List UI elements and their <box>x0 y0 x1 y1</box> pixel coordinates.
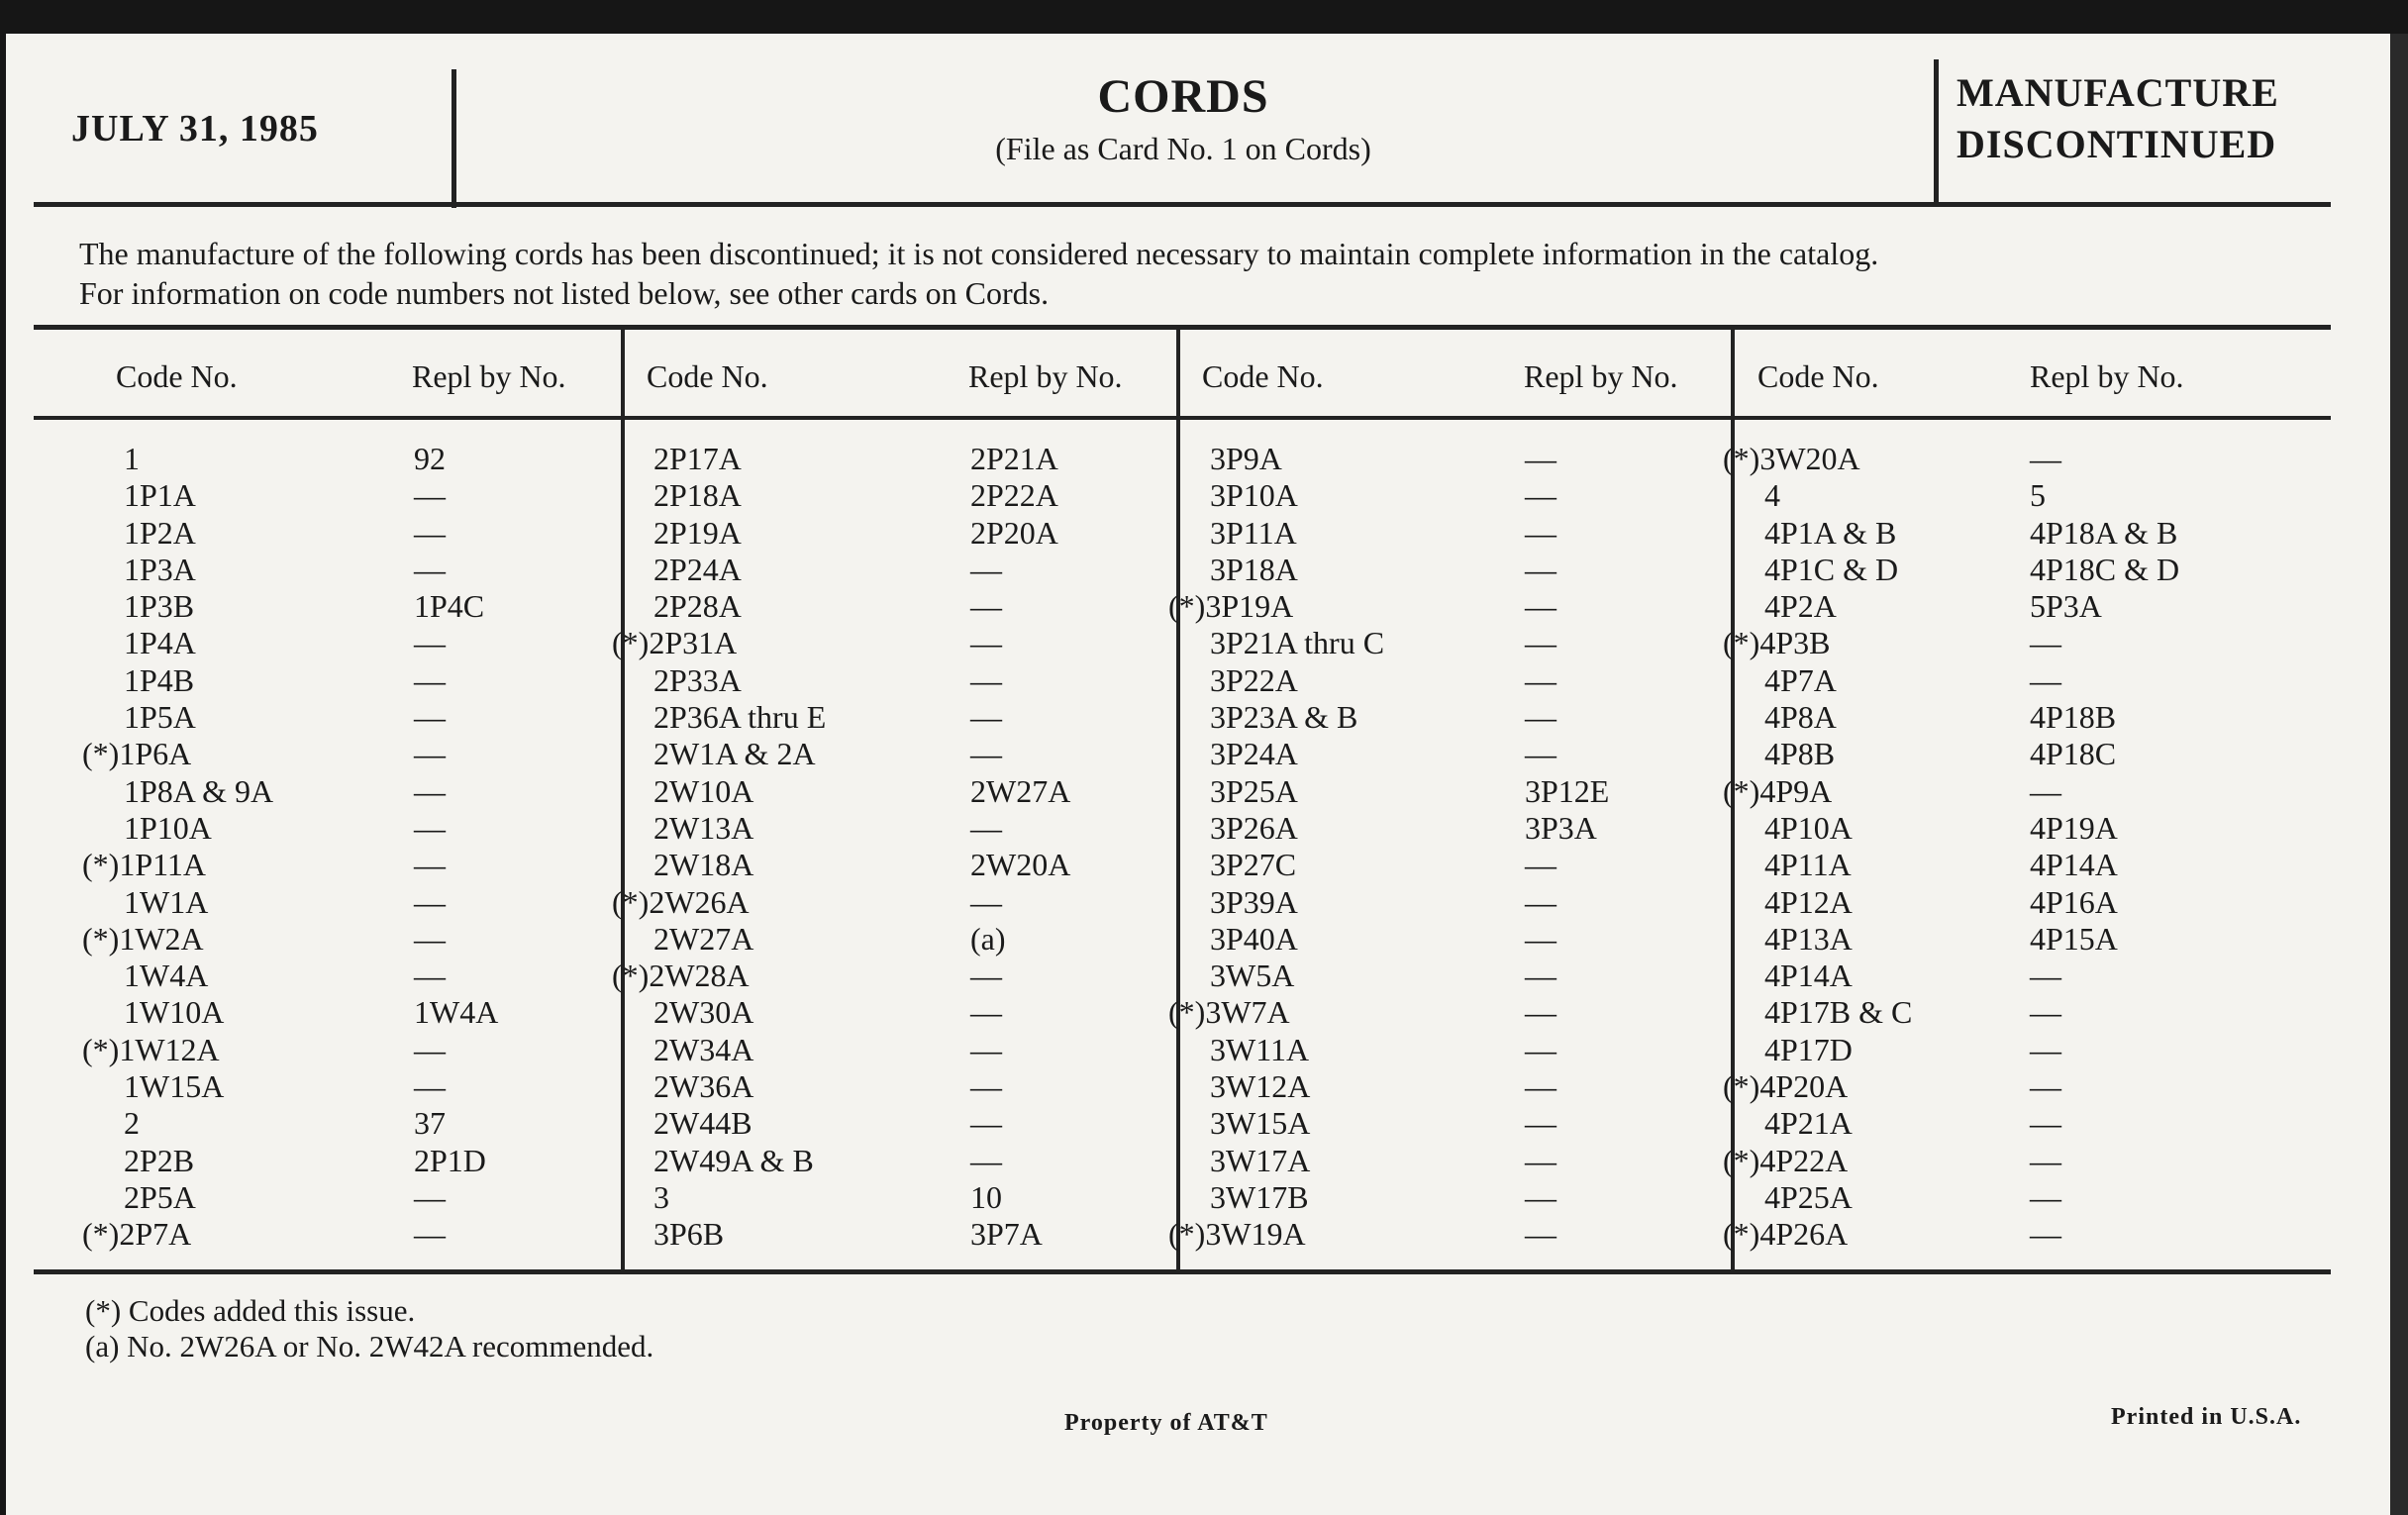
intro-text <box>79 234 2376 313</box>
code-number: (*)3W7A <box>1168 994 1290 1031</box>
replacement-number: — <box>1525 551 1556 587</box>
code-number: 1P1A <box>124 477 196 514</box>
replacement-number: 2W27A <box>970 772 1071 809</box>
code-number: 1W4A <box>124 958 209 994</box>
code-number: 2P17A <box>653 441 742 476</box>
replacement-number: — <box>1525 441 1556 476</box>
replacement-number: — <box>414 551 446 587</box>
code-number: 3P39A <box>1210 883 1298 920</box>
code-number: 2P33A <box>653 661 742 698</box>
code-number: (*)4P22A <box>1723 1142 1849 1178</box>
replacement-number: — <box>414 772 446 809</box>
code-number: 1P3B <box>124 588 195 625</box>
replacement-number: — <box>1525 994 1556 1031</box>
replacement-number: — <box>2030 1105 2061 1142</box>
column-header-code-2: Code No. <box>647 358 768 394</box>
code-number: 2W13A <box>653 809 754 846</box>
replacement-number: 92 <box>414 441 446 476</box>
code-number: 2P24A <box>653 551 742 587</box>
status-line-1: MANUFACTURE <box>1956 70 2279 115</box>
replacement-number: — <box>970 625 1002 661</box>
footnote-a: (a) No. 2W26A or No. 2W42A recommended. <box>85 1329 654 1364</box>
code-number: 1W1A <box>124 883 209 920</box>
code-number: 1P4B <box>124 661 195 698</box>
code-number: 4P17B & C <box>1764 994 1913 1031</box>
code-number: 3P23A & B <box>1210 699 1358 736</box>
code-number: 2W30A <box>653 994 754 1031</box>
replacement-number: — <box>2030 625 2061 661</box>
code-number: 4P1A & B <box>1764 514 1897 551</box>
replacement-number: — <box>414 736 446 772</box>
code-number: (*)4P26A <box>1723 1216 1849 1253</box>
replacement-number: — <box>970 1031 1002 1067</box>
replacement-number: — <box>414 514 446 551</box>
code-number: 2W10A <box>653 772 754 809</box>
replacement-number: — <box>2030 1216 2061 1253</box>
footnote-asterisk: (*) Codes added this issue. <box>85 1293 416 1328</box>
code-number: 2P28A <box>653 588 742 625</box>
replacement-number: — <box>1525 514 1556 551</box>
column-header-repl-4: Repl by No. <box>2030 358 2184 394</box>
replacement-number: 2P20A <box>970 514 1058 551</box>
code-number: (*)4P20A <box>1723 1068 1849 1105</box>
code-number: 4P10A <box>1764 809 1853 846</box>
code-number: 2W44B <box>653 1105 752 1142</box>
code-number: (*)4P9A <box>1723 772 1833 809</box>
replacement-number: — <box>1525 920 1556 957</box>
code-number: 4P8B <box>1764 736 1836 772</box>
code-number: 4P7A <box>1764 661 1837 698</box>
code-number: (*)4P3B <box>1723 625 1831 661</box>
replacement-number: 2P1D <box>414 1142 486 1178</box>
table-bottom-rule <box>34 1269 2331 1274</box>
code-number: 4 <box>1764 477 1780 514</box>
code-number: 3 <box>653 1178 669 1215</box>
column-divider-1 <box>621 327 625 1272</box>
replacement-number: 4P14A <box>2030 847 2118 883</box>
code-number: 3P21A thru C <box>1210 625 1385 661</box>
code-number: 3P6B <box>653 1216 725 1253</box>
column-header-code-1: Code No. <box>116 358 238 394</box>
page-title: CORDS <box>1097 70 1269 123</box>
code-number: 4P17D <box>1764 1031 1853 1067</box>
replacement-number: — <box>970 994 1002 1031</box>
code-number: 1P10A <box>124 809 212 846</box>
replacement-number: — <box>2030 1178 2061 1215</box>
replacement-number: — <box>1525 1142 1556 1178</box>
code-number: (*)1P11A <box>82 847 207 883</box>
replacement-number: 10 <box>970 1178 1002 1215</box>
replacement-number: — <box>970 1068 1002 1105</box>
replacement-number: — <box>414 1216 446 1253</box>
code-number: 3P40A <box>1210 920 1298 957</box>
code-number: 3W5A <box>1210 958 1295 994</box>
column-header-repl-1: Repl by No. <box>412 358 566 394</box>
code-number: 3W17A <box>1210 1142 1311 1178</box>
code-number: 2P18A <box>653 477 742 514</box>
status-line-2: DISCONTINUED <box>1956 122 2277 166</box>
property-notice: Property of AT&T <box>1064 1410 1268 1436</box>
replacement-number: — <box>1525 883 1556 920</box>
replacement-number: — <box>1525 1105 1556 1142</box>
code-number: 2W36A <box>653 1068 754 1105</box>
replacement-number: 4P16A <box>2030 883 2118 920</box>
replacement-number: — <box>1525 699 1556 736</box>
page-subtitle: (File as Card No. 1 on Cords) <box>995 131 1371 166</box>
replacement-number: — <box>414 847 446 883</box>
replacement-number: 4P18C <box>2030 736 2117 772</box>
code-number: 4P21A <box>1764 1105 1853 1142</box>
replacement-number: — <box>970 809 1002 846</box>
code-number: (*)2W28A <box>612 958 750 994</box>
code-number: 3P18A <box>1210 551 1298 587</box>
code-number: 2W18A <box>653 847 754 883</box>
replacement-number: 3P3A <box>1525 809 1597 846</box>
replacement-number: 2P21A <box>970 441 1058 476</box>
code-number: 3W17B <box>1210 1178 1309 1215</box>
code-number: 2W49A & B <box>653 1142 814 1178</box>
code-number: 1W10A <box>124 994 225 1031</box>
column-header-repl-3: Repl by No. <box>1524 358 1678 394</box>
replacement-number: — <box>414 958 446 994</box>
replacement-number: — <box>970 661 1002 698</box>
replacement-number: — <box>1525 847 1556 883</box>
code-number: 1W15A <box>124 1068 225 1105</box>
code-number: 2P19A <box>653 514 742 551</box>
code-number: 4P12A <box>1764 883 1853 920</box>
replacement-number: 1W4A <box>414 994 499 1031</box>
code-number: (*)3W19A <box>1168 1216 1306 1253</box>
code-number: 4P14A <box>1764 958 1853 994</box>
replacement-number: — <box>414 699 446 736</box>
column-header-code-3: Code No. <box>1202 358 1324 394</box>
replacement-number: — <box>970 958 1002 994</box>
replacement-number: — <box>2030 958 2061 994</box>
replacement-number: — <box>1525 736 1556 772</box>
footnotes <box>85 1293 653 1364</box>
replacement-number: — <box>414 1178 446 1215</box>
status-label <box>1956 67 2279 170</box>
replacement-number: — <box>414 1031 446 1067</box>
replacement-number: 5P3A <box>2030 588 2102 625</box>
code-number: 4P8A <box>1764 699 1837 736</box>
replacement-number: 3P7A <box>970 1216 1043 1253</box>
code-number: 1P4A <box>124 625 196 661</box>
code-number: 3P26A <box>1210 809 1298 846</box>
replacement-number: — <box>1525 477 1556 514</box>
code-number: (*)3W20A <box>1723 441 1860 476</box>
code-number: 2W27A <box>653 920 754 957</box>
replacement-number: 3P12E <box>1525 772 1610 809</box>
issue-date: JULY 31, 1985 <box>71 108 319 150</box>
code-number: 3P11A <box>1210 514 1297 551</box>
replacement-number: 1P4C <box>414 588 485 625</box>
code-number: 2W1A & 2A <box>653 736 816 772</box>
replacement-number: 5 <box>2030 477 2046 514</box>
code-number: 3P9A <box>1210 441 1282 476</box>
replacement-number: — <box>970 883 1002 920</box>
replacement-number: — <box>414 477 446 514</box>
header-rule <box>34 202 2331 207</box>
code-number: 3P25A <box>1210 772 1298 809</box>
code-number: (*)2W26A <box>612 883 750 920</box>
column-header-code-4: Code No. <box>1757 358 1879 394</box>
replacement-number: — <box>970 736 1002 772</box>
column-divider-2 <box>1176 327 1180 1272</box>
replacement-number: 4P15A <box>2030 920 2118 957</box>
replacement-number: — <box>2030 661 2061 698</box>
replacement-number: — <box>1525 661 1556 698</box>
code-number: 3P10A <box>1210 477 1298 514</box>
printed-notice: Printed in U.S.A. <box>2111 1404 2302 1430</box>
replacement-number: — <box>2030 441 2061 476</box>
replacement-number: — <box>970 588 1002 625</box>
replacement-number: — <box>1525 588 1556 625</box>
code-number: 3P22A <box>1210 661 1298 698</box>
code-number: 2 <box>124 1105 140 1142</box>
code-number: 4P13A <box>1764 920 1853 957</box>
replacement-number: (a) <box>970 920 1006 957</box>
code-number: 4P25A <box>1764 1178 1853 1215</box>
replacement-number: 4P19A <box>2030 809 2118 846</box>
replacement-number: — <box>970 1105 1002 1142</box>
replacement-number: — <box>2030 1142 2061 1178</box>
code-number: (*)1W12A <box>82 1031 220 1067</box>
header-divider-right <box>1934 59 1939 202</box>
replacement-number: — <box>2030 1031 2061 1067</box>
replacement-number: — <box>2030 772 2061 809</box>
replacement-number: 4P18B <box>2030 699 2117 736</box>
code-number: 1P8A & 9A <box>124 772 274 809</box>
replacement-number: — <box>2030 994 2061 1031</box>
code-number: 2W34A <box>653 1031 754 1067</box>
replacement-number: — <box>414 920 446 957</box>
code-number: 1P2A <box>124 514 196 551</box>
replacement-number: — <box>1525 1068 1556 1105</box>
replacement-number: 4P18C & D <box>2030 551 2180 587</box>
code-number: 3W11A <box>1210 1031 1310 1067</box>
code-number: 2P2B <box>124 1142 195 1178</box>
table-top-rule <box>34 325 2331 330</box>
code-number: 3P24A <box>1210 736 1298 772</box>
replacement-number: — <box>414 625 446 661</box>
replacement-number: — <box>414 1068 446 1105</box>
replacement-number: — <box>1525 958 1556 994</box>
code-number: 3P27C <box>1210 847 1297 883</box>
table-header-rule <box>34 416 2331 420</box>
code-number: (*)1P6A <box>82 736 192 772</box>
replacement-number: 2P22A <box>970 477 1058 514</box>
replacement-number: — <box>1525 1216 1556 1253</box>
replacement-number: — <box>1525 625 1556 661</box>
code-number: 1 <box>124 441 140 476</box>
column-header-repl-2: Repl by No. <box>968 358 1123 394</box>
code-number: 4P11A <box>1764 847 1852 883</box>
replacement-number: — <box>2030 1068 2061 1105</box>
intro-line-2: For information on code numbers not listed below, see other cards on Cords. <box>79 275 1050 311</box>
replacement-number: — <box>970 551 1002 587</box>
code-number: (*)2P31A <box>612 625 738 661</box>
replacement-number: — <box>1525 1178 1556 1215</box>
card-edge <box>2390 34 2408 1515</box>
code-number: (*)3P19A <box>1168 588 1294 625</box>
replacement-number: 37 <box>414 1105 446 1142</box>
code-number: 3W15A <box>1210 1105 1311 1142</box>
code-number: 3W12A <box>1210 1068 1311 1105</box>
replacement-number: — <box>970 1142 1002 1178</box>
code-number: (*)2P7A <box>82 1216 192 1253</box>
replacement-number: 4P18A & B <box>2030 514 2178 551</box>
replacement-number: — <box>414 809 446 846</box>
code-number: 2P5A <box>124 1178 196 1215</box>
code-number: 4P1C & D <box>1764 551 1899 587</box>
code-number: (*)1W2A <box>82 920 204 957</box>
replacement-number: — <box>970 699 1002 736</box>
intro-line-1: The manufacture of the following cords has been discontinued; it is not considered necessary to maintain complete information in the catalog. <box>79 236 1879 271</box>
code-number: 1P3A <box>124 551 196 587</box>
code-number: 2P36A thru E <box>653 699 827 736</box>
replacement-number: — <box>414 661 446 698</box>
code-number: 4P2A <box>1764 588 1837 625</box>
replacement-number: 2W20A <box>970 847 1071 883</box>
code-number: 1P5A <box>124 699 196 736</box>
replacement-number: — <box>1525 1031 1556 1067</box>
replacement-number: — <box>414 883 446 920</box>
